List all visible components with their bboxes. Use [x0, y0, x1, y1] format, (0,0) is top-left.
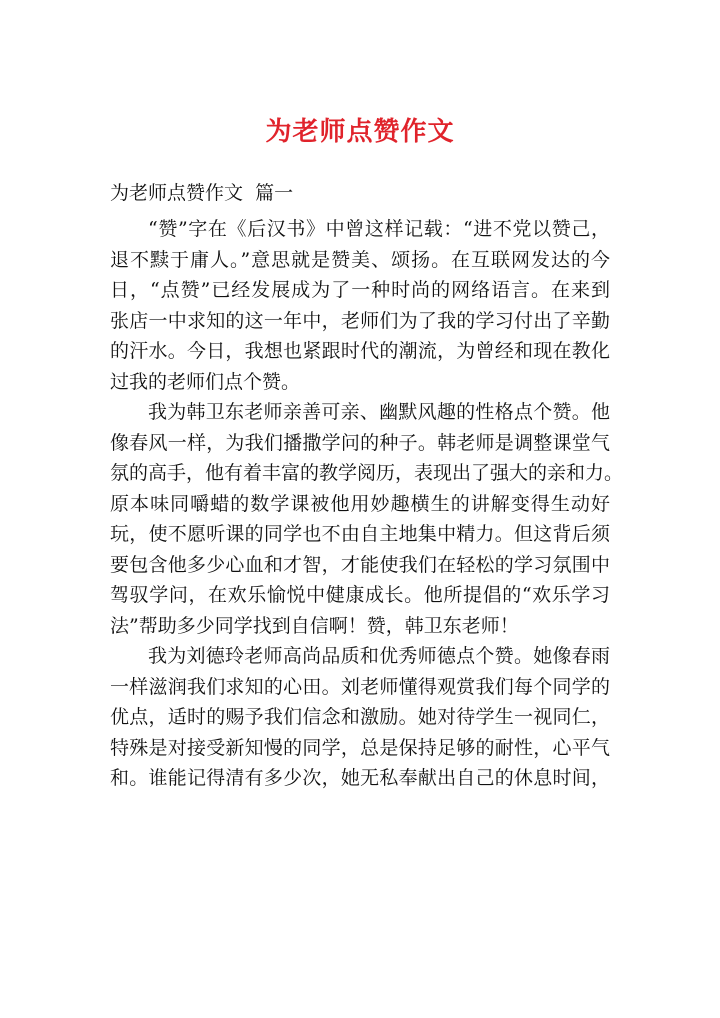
paragraph-2	[110, 397, 624, 641]
paragraph-line: 优点，适时的赐予我们信念和激励。她对待学生一视同仁，	[110, 706, 610, 728]
paragraph-line: 退不黩于庸人。”意思就是赞美、颂扬。在互联网发达的今	[110, 248, 610, 271]
paragraph-line: 法”帮助多少同学找到自信啊！赞，韩卫东老师！	[110, 614, 519, 637]
section-heading: 为老师点赞作文 篇一	[110, 182, 294, 204]
paragraph-line: 驾驭学问，在欢乐愉悦中健康成长。他所提倡的“欢乐学习	[110, 584, 610, 606]
paragraph-line: 我为韩卫东老师亲善可亲、幽默风趣的性格点个赞。他	[148, 401, 610, 423]
paragraph-line: 的汗水。今日，我想也紧跟时代的潮流，为曾经和现在教化	[110, 340, 610, 362]
paragraph-line: 氛的高手，他有着丰富的教学阅历，表现出了强大的亲和力。	[110, 462, 624, 484]
paragraph-line: 过我的老师们点个赞。	[110, 370, 301, 393]
paragraph-line: 玩，使不愿听课的同学也不由自主地集中精力。但这背后须	[110, 523, 610, 545]
paragraph-line: 张店一中求知的这一年中，老师们为了我的学习付出了辛勤	[110, 309, 610, 332]
paragraph-line: 像春风一样，为我们播撒学问的种子。韩老师是调整课堂气	[110, 431, 610, 454]
document-body	[110, 214, 624, 794]
paragraph-line: “赞”字在《后汉书》中曾这样记载：“进不党以赞己，	[148, 218, 610, 240]
paragraph-line: 我为刘德玲老师高尚品质和优秀师德点个赞。她像春雨	[148, 645, 610, 667]
document-title: 为老师点赞作文	[265, 117, 455, 147]
paragraph-1	[110, 214, 610, 397]
paragraph-line: 要包含他多少心血和才智，才能使我们在轻松的学习氛围中	[110, 553, 610, 576]
paragraph-line: 日，“点赞”已经发展成为了一种时尚的网络语言。在来到	[110, 279, 610, 301]
paragraph-3	[110, 641, 610, 794]
paragraph-line: 特殊是对接受新知慢的同学，总是保持足够的耐性，心平气	[110, 736, 610, 759]
paragraph-line: 原本味同嚼蜡的数学课被他用妙趣横生的讲解变得生动好	[110, 492, 610, 515]
paragraph-line: 和。谁能记得清有多少次，她无私奉献出自己的休息时间，	[110, 767, 610, 789]
paragraph-line: 一样滋润我们求知的心田。刘老师懂得观赏我们每个同学的	[110, 675, 610, 698]
